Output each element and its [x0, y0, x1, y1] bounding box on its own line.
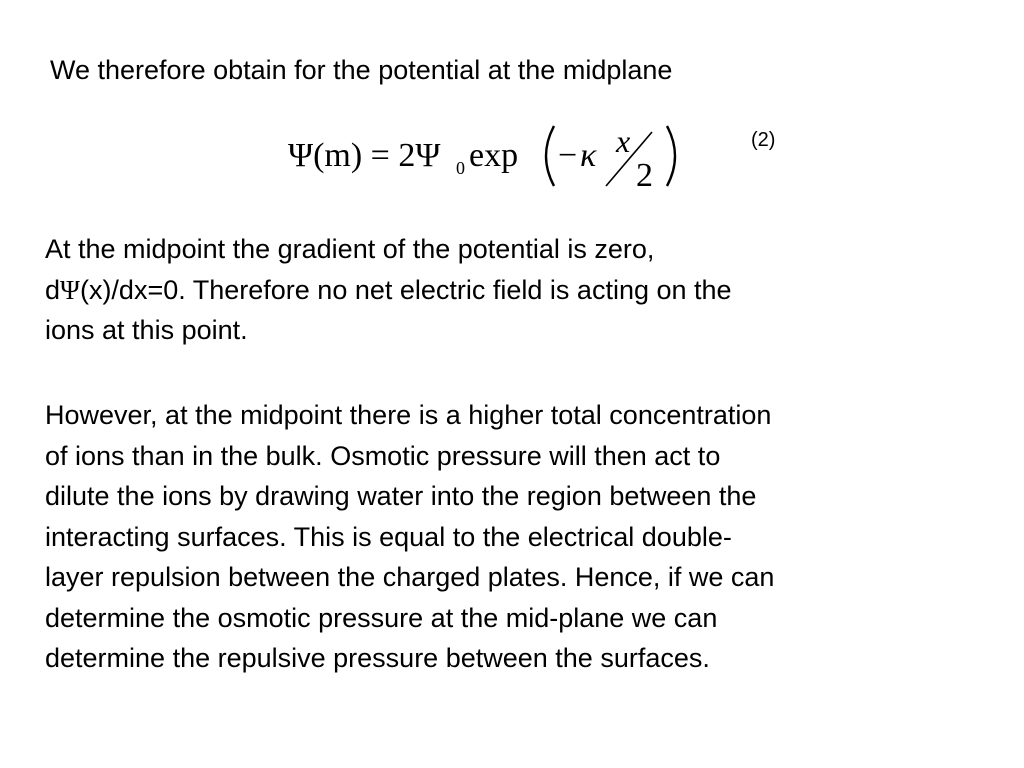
equation-kappa: κ	[580, 137, 597, 174]
close-paren-icon	[667, 126, 675, 186]
paragraph1-line3: ions at this point.	[45, 315, 248, 345]
paragraph2-line: of ions than in the bulk. Osmotic pressure will then act to	[45, 440, 721, 471]
psi-symbol: Ψ	[60, 274, 80, 305]
derivative-rest: (x)/dx=0. Therefore no net electric field is acting on the	[79, 274, 732, 305]
paragraph2-line: layer repulsion between the charged plates. Hence, if we can	[45, 562, 775, 592]
paragraph1-line1: At the midpoint the gradient of the potential is zero,	[45, 234, 655, 264]
equation-lhs: Ψ(m) = 2Ψ	[288, 137, 441, 174]
paragraph2-line: determine the osmotic pressure at the mid-plane we can	[45, 602, 718, 633]
intro-sentence: We therefore obtain for the potential at the midplane	[50, 55, 673, 85]
paragraph2-line: determine the repulsive pressure between the surfaces.	[45, 643, 710, 673]
osmotic-pressure-paragraph	[45, 395, 1005, 679]
equation-denominator: 2	[636, 157, 653, 194]
equation-number: (2)	[751, 129, 776, 151]
equation-exp: exp	[469, 137, 519, 174]
paragraph1-line2	[45, 270, 1005, 311]
midplane-potential-equation	[286, 118, 706, 194]
gradient-paragraph	[45, 229, 1005, 351]
equation-subscript: 0	[456, 158, 465, 178]
equation-minus: −	[558, 137, 578, 174]
paragraph2-line: However, at the midpoint there is a higher total concentration	[45, 400, 772, 430]
open-paren-icon	[546, 126, 554, 186]
equation-numerator: x	[616, 123, 631, 159]
paragraph2-line: dilute the ions by drawing water into the region between the	[45, 481, 757, 511]
paragraph2-line: interacting surfaces. This is equal to the electrical double-	[45, 521, 732, 552]
d-prefix: d	[45, 274, 61, 305]
